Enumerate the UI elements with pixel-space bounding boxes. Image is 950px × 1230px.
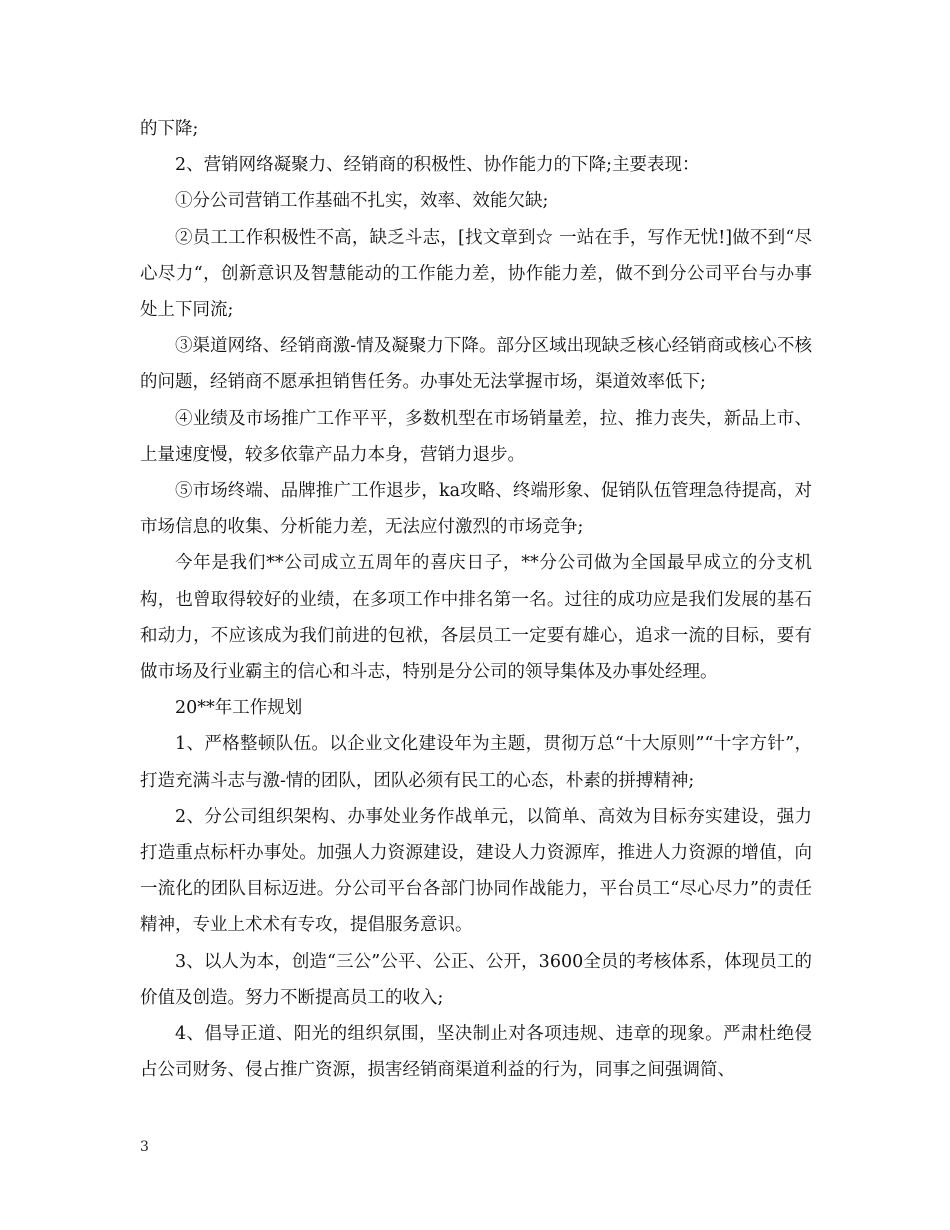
paragraph-point-2: ②员工工作积极性不高，缺乏斗志，[找文章到☆ 一站在手，写作无忧!]做不到“尽心尽力“，创新意识及智慧能动的工作能力差，协作能力差，做不到分公司平台与办事处上下同流; [140,227,812,321]
paragraph-anniversary: 今年是我们**公司成立五周年的喜庆日子，**分公司做为全国最早成立的分支机构，也曾取得较好的业绩，在多项工作中排名第一名。过往的成功应是我们发展的基石和动力，不应该成为我们前进的包袱，各层员工一定要有雄心，追求一流的目标，要有做市场及行业霸主的信心和斗志，特别是分公司的领导集体及办事处经理。 [140,553,812,683]
paragraph-network-cohesion: 2、营销网络凝聚力、经销商的积极性、协作能力的下降;主要表现： [175,155,700,176]
paragraph-point-4: ④业绩及市场推广工作平平，多数机型在市场销量差，拉、推力丧失，新品上市、上量速度慢，较多依靠产品力本身，营销力退步。 [140,408,812,465]
paragraph-plan-2: 2、分公司组织架构、办事处业务作战单元，以简单、高效为目标夯实建设，强力打造重点标杆办事处。加强人力资源建设，建设人力资源库，推进人力资源的增值，向一流化的团队目标迈进。分公司平台各部门协同作战能力，平台员工“尽心尽力”的责任精神，专业上术术有专攻，提倡服务意识。 [140,806,812,936]
paragraph-plan-4: 4、倡导正道、阳光的组织氛围，坚决制止对各项违规、违章的现象。严肃杜绝侵占公司财务、侵占推广资源，损害经销商渠道利益的行为，同事之间强调简、 [140,1024,812,1081]
document-body [140,111,812,1088]
paragraph-continuation: 的下降; [140,119,199,139]
section-heading-work-plan: 20**年工作规划 [175,698,303,719]
paragraph-plan-1: 1、严格整顿队伍。以企业文化建设年为主题，贯彻万总“十大原则”“十字方针”，打造充满斗志与激-情的团队，团队必须有民工的心态，朴素的拼搏精神; [140,734,812,791]
paragraph-point-3: ③渠道网络、经销商激-情及凝聚力下降。部分区域出现缺乏核心经销商或核心不核的问题，经销商不愿承担销售任务。办事处无法掌握市场，渠道效率低下; [140,336,812,393]
paragraph-plan-3: 3、以人为本，创造“三公”公平、公正、公开，3600全员的考核体系，体现员工的价值及创造。努力不断提高员工的收入; [140,951,812,1008]
page-number: 3 [140,1139,149,1155]
paragraph-point-5: ⑤市场终端、品牌推广工作退步，ka攻略、终端形象、促销队伍管理急待提高，对市场信息的收集、分析能力差，无法应付激烈的市场竞争; [140,481,812,538]
paragraph-point-1: ①分公司营销工作基础不扎实，效率、效能欠缺; [175,191,549,212]
